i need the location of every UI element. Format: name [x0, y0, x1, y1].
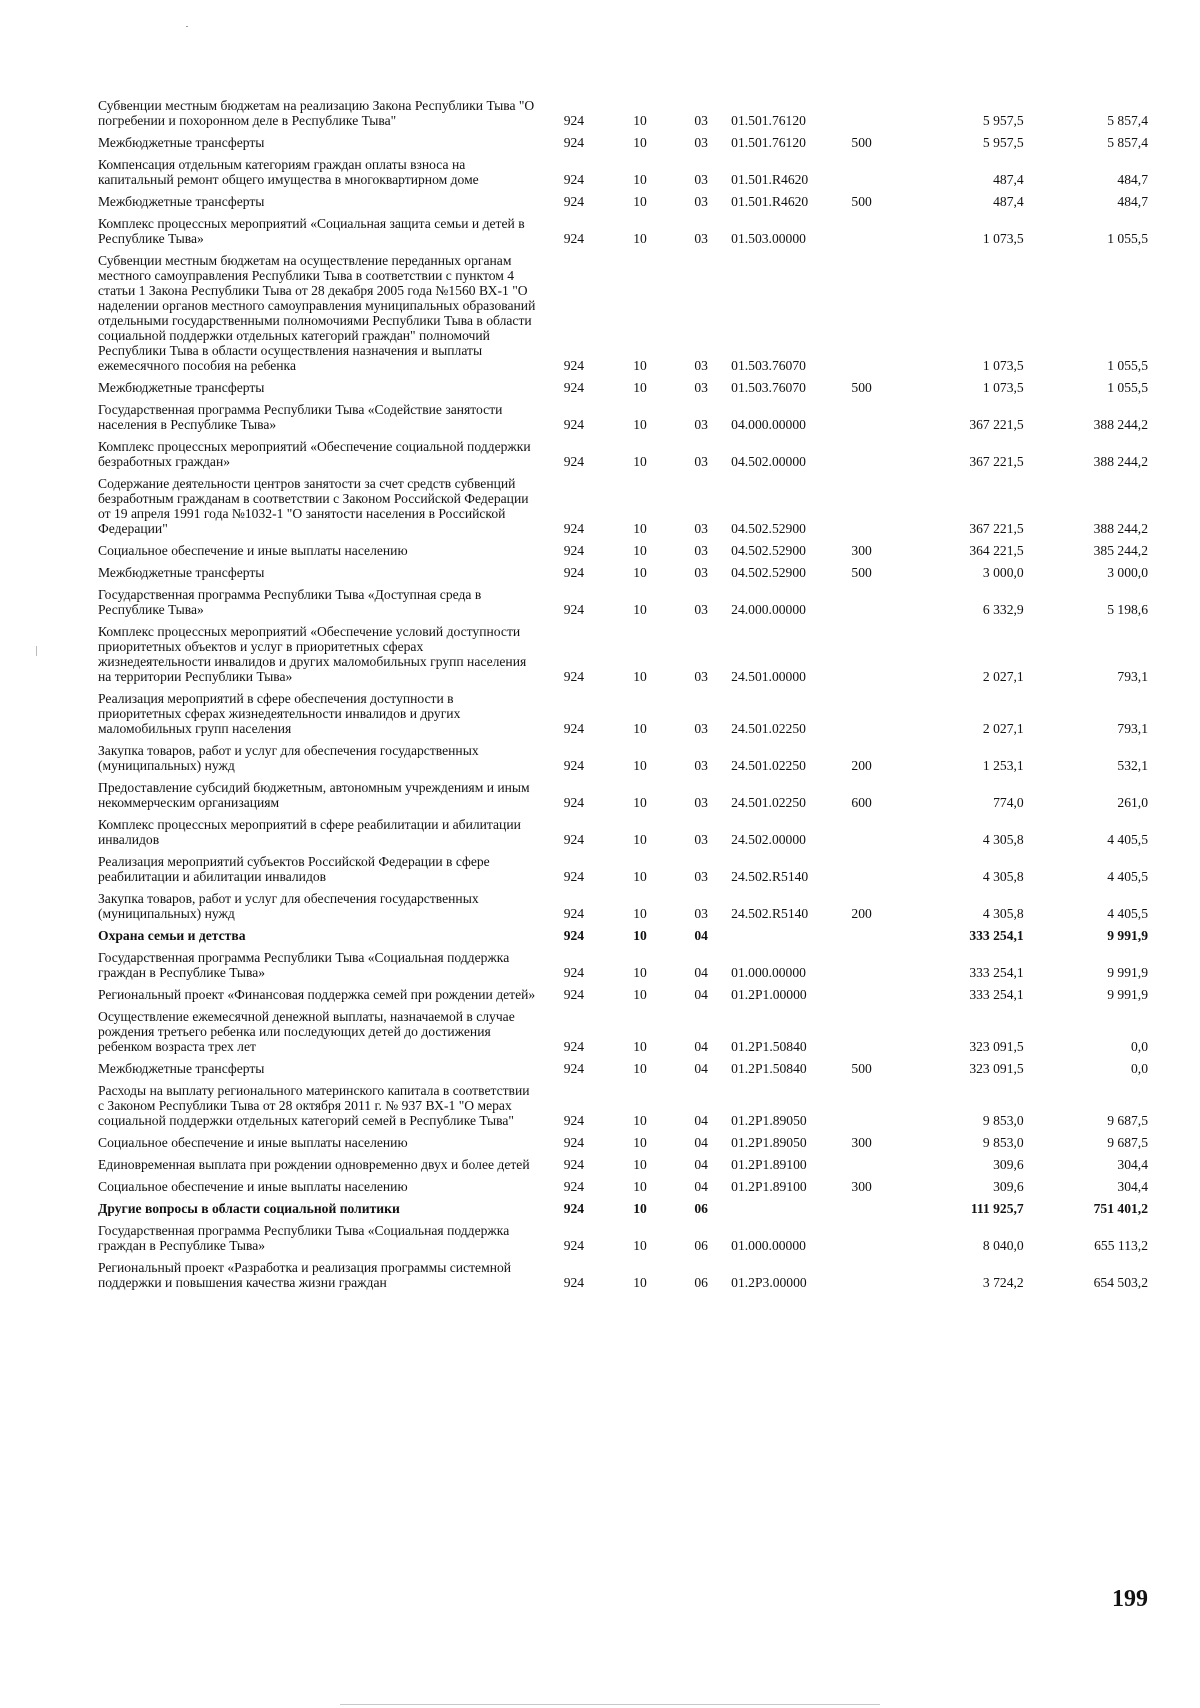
row-amount-year-2: 1 055,5	[1107, 231, 1148, 246]
row-ved-code: 924	[563, 669, 585, 684]
row-target-article-code: 04.502.00000	[731, 454, 806, 469]
table-row	[98, 151, 1148, 188]
row-name: Социальное обеспечение и иные выплаты населению	[98, 1135, 408, 1150]
row-ved-code: 924	[563, 1135, 585, 1150]
row-ved-code: 924	[563, 194, 585, 209]
table-row	[98, 737, 1148, 774]
row-amount-year-2: 0,0	[1131, 1061, 1148, 1076]
row-name: Другие вопросы в области социальной политики	[98, 1201, 400, 1216]
scan-artifact	[186, 26, 188, 27]
row-subsection-code: 03	[694, 906, 708, 921]
row-expense-type-code	[851, 1217, 903, 1254]
row-name: Региональный проект «Финансовая поддержка семей при рождении детей»	[98, 987, 536, 1002]
row-ved-code: 924	[563, 358, 585, 373]
row-target-article-code: 01.2Р1.89050	[731, 1113, 807, 1128]
row-section-code: 10	[633, 1135, 647, 1150]
row-amount-year-1: 367 221,5	[969, 454, 1024, 469]
row-target-article-code: 01.2Р1.00000	[731, 987, 807, 1002]
row-section-code: 10	[633, 795, 647, 810]
row-section-code: 10	[633, 521, 647, 536]
row-name: Реализация мероприятий субъектов Российской Федерации в сфере реабилитации и абилитации инвалидов	[98, 854, 490, 884]
row-name: Межбюджетные трансферты	[98, 194, 265, 209]
row-amount-year-1: 333 254,1	[969, 928, 1024, 943]
row-subsection-code: 03	[694, 417, 708, 432]
row-amount-year-2: 9 991,9	[1107, 965, 1148, 980]
table-row	[98, 396, 1148, 433]
row-amount-year-1: 5 957,5	[982, 135, 1024, 150]
row-subsection-code: 03	[694, 194, 708, 209]
row-subsection-code: 04	[694, 1157, 708, 1172]
table-row	[98, 1217, 1148, 1254]
row-subsection-code: 04	[694, 1061, 708, 1076]
table-row	[98, 537, 1148, 559]
row-expense-type-code: 500	[851, 565, 872, 580]
row-expense-type-code	[851, 581, 903, 618]
row-target-article-code: 01.501.76120	[731, 113, 806, 128]
row-amount-year-2: 9 687,5	[1107, 1113, 1148, 1128]
row-subsection-code: 06	[694, 1238, 708, 1253]
row-expense-type-code	[851, 210, 903, 247]
row-expense-type-code	[851, 685, 903, 737]
row-target-article-code: 24.501.00000	[731, 669, 806, 684]
row-section-code: 10	[633, 1113, 647, 1128]
row-target-article-code	[731, 1195, 851, 1217]
row-ved-code: 924	[563, 602, 585, 617]
row-name: Содержание деятельности центров занятости за счет средств субвенций безработным гражданам в соответствии с Законом Российской Федерации от 19 апреля 1991 года №1032-1 "О занятости населения в Российской Федерации"	[98, 476, 529, 536]
row-name: Государственная программа Республики Тыва «Содействие занятости населения в Республике Тыва»	[98, 402, 503, 432]
row-subsection-code: 03	[694, 795, 708, 810]
row-section-code: 10	[633, 906, 647, 921]
row-amount-year-2: 484,7	[1117, 194, 1148, 209]
row-amount-year-2: 304,4	[1117, 1157, 1148, 1172]
row-subsection-code: 03	[694, 358, 708, 373]
row-target-article-code: 01.501.R4620	[731, 172, 809, 187]
row-name: Закупка товаров, работ и услуг для обеспечения государственных (муниципальных) нужд	[98, 743, 479, 773]
row-section-code: 10	[633, 1157, 647, 1172]
scan-artifact	[36, 646, 37, 656]
row-amount-year-1: 1 253,1	[982, 758, 1024, 773]
table-row	[98, 1003, 1148, 1055]
row-name: Социальное обеспечение и иные выплаты населению	[98, 543, 408, 558]
row-amount-year-1: 364 221,5	[969, 543, 1024, 558]
row-name: Комплекс процессных мероприятий «Обеспечение социальной поддержки безработных граждан»	[98, 439, 531, 469]
row-expense-type-code	[851, 1254, 903, 1291]
row-ved-code: 924	[563, 832, 585, 847]
row-section-code: 10	[633, 1201, 647, 1216]
row-ved-code: 924	[563, 231, 585, 246]
row-target-article-code: 01.503.00000	[731, 231, 806, 246]
row-expense-type-code	[851, 981, 903, 1003]
row-target-article-code: 01.2Р3.00000	[731, 1275, 807, 1290]
row-name: Осуществление ежемесячной денежной выплаты, назначаемой в случае рождения третьего ребенка или последующих детей до достижения ребенком возраста трех лет	[98, 1009, 515, 1054]
table-row	[98, 981, 1148, 1003]
row-ved-code: 924	[563, 1238, 585, 1253]
row-target-article-code: 01.2Р1.50840	[731, 1039, 807, 1054]
row-amount-year-1: 309,6	[993, 1157, 1024, 1172]
row-target-article-code: 24.501.02250	[731, 795, 806, 810]
row-subsection-code: 03	[694, 869, 708, 884]
row-amount-year-2: 388 244,2	[1093, 521, 1148, 536]
row-section-code: 10	[633, 135, 647, 150]
row-amount-year-1: 2 027,1	[982, 669, 1024, 684]
row-target-article-code: 24.502.R5140	[731, 869, 809, 884]
row-target-article-code: 04.000.00000	[731, 417, 806, 432]
row-section-code: 10	[633, 543, 647, 558]
row-section-code: 10	[633, 1275, 647, 1290]
row-amount-year-2: 9 991,9	[1107, 987, 1148, 1002]
row-amount-year-1: 309,6	[993, 1179, 1024, 1194]
row-amount-year-1: 367 221,5	[969, 417, 1024, 432]
row-section-code: 10	[633, 869, 647, 884]
row-name: Комплекс процессных мероприятий «Социальная защита семьи и детей в Республике Тыва»	[98, 216, 525, 246]
row-subsection-code: 03	[694, 135, 708, 150]
page-number: 199	[1112, 1586, 1148, 1612]
table-row	[98, 1195, 1148, 1217]
row-section-code: 10	[633, 113, 647, 128]
row-section-code: 10	[633, 454, 647, 469]
row-subsection-code: 06	[694, 1275, 708, 1290]
row-section-code: 10	[633, 1238, 647, 1253]
row-subsection-code: 04	[694, 965, 708, 980]
table-row	[98, 944, 1148, 981]
row-section-code: 10	[633, 721, 647, 736]
row-amount-year-2: 793,1	[1117, 669, 1148, 684]
row-expense-type-code: 200	[851, 758, 872, 773]
row-name: Охрана семьи и детства	[98, 928, 246, 943]
row-name: Закупка товаров, работ и услуг для обеспечения государственных (муниципальных) нужд	[98, 891, 479, 921]
table-row	[98, 1254, 1148, 1291]
row-expense-type-code: 600	[851, 795, 872, 810]
row-expense-type-code: 500	[851, 194, 872, 209]
row-amount-year-1: 1 073,5	[982, 358, 1024, 373]
row-ved-code: 924	[563, 543, 585, 558]
row-amount-year-1: 333 254,1	[969, 965, 1024, 980]
row-amount-year-1: 487,4	[993, 172, 1024, 187]
row-name: Государственная программа Республики Тыва «Социальная поддержка граждан в Республике Тыва»	[98, 950, 510, 980]
row-ved-code: 924	[563, 113, 585, 128]
budget-table-body	[98, 92, 1148, 1291]
row-amount-year-1: 6 332,9	[982, 602, 1024, 617]
row-section-code: 10	[633, 987, 647, 1002]
row-subsection-code: 04	[694, 1135, 708, 1150]
row-expense-type-code	[851, 618, 903, 685]
table-row	[98, 433, 1148, 470]
row-ved-code: 924	[563, 565, 585, 580]
row-section-code: 10	[633, 602, 647, 617]
table-row	[98, 1129, 1148, 1151]
row-amount-year-2: 3 000,0	[1107, 565, 1148, 580]
table-row	[98, 92, 1148, 129]
row-name: Предоставление субсидий бюджетным, автономным учреждениям и иным некоммерческим организациям	[98, 780, 530, 810]
row-amount-year-1: 4 305,8	[982, 906, 1024, 921]
row-amount-year-2: 9 991,9	[1107, 928, 1148, 943]
row-amount-year-1: 333 254,1	[969, 987, 1024, 1002]
row-expense-type-code: 300	[851, 543, 872, 558]
row-ved-code: 924	[563, 417, 585, 432]
row-ved-code: 924	[563, 965, 585, 980]
row-expense-type-code	[851, 151, 903, 188]
table-row	[98, 129, 1148, 151]
row-section-code: 10	[633, 928, 647, 943]
row-amount-year-2: 5 857,4	[1107, 113, 1148, 128]
row-ved-code: 924	[563, 1179, 585, 1194]
row-name: Социальное обеспечение и иные выплаты населению	[98, 1179, 408, 1194]
row-ved-code: 924	[563, 721, 585, 736]
row-amount-year-1: 774,0	[993, 795, 1024, 810]
row-ved-code: 924	[563, 1275, 585, 1290]
row-expense-type-code: 500	[851, 135, 872, 150]
row-amount-year-1: 4 305,8	[982, 832, 1024, 847]
row-ved-code: 924	[563, 380, 585, 395]
row-amount-year-2: 532,1	[1117, 758, 1148, 773]
row-amount-year-1: 323 091,5	[969, 1061, 1024, 1076]
row-expense-type-code: 200	[851, 906, 872, 921]
row-subsection-code: 03	[694, 721, 708, 736]
row-target-article-code: 01.503.76070	[731, 358, 806, 373]
table-row	[98, 618, 1148, 685]
row-section-code: 10	[633, 358, 647, 373]
table-row	[98, 210, 1148, 247]
row-amount-year-1: 8 040,0	[982, 1238, 1024, 1253]
row-amount-year-1: 323 091,5	[969, 1039, 1024, 1054]
row-amount-year-2: 793,1	[1117, 721, 1148, 736]
row-ved-code: 924	[563, 795, 585, 810]
row-expense-type-code	[851, 470, 903, 537]
table-row	[98, 811, 1148, 848]
row-target-article-code: 01.501.R4620	[731, 194, 809, 209]
row-target-article-code: 04.502.52900	[731, 565, 806, 580]
row-expense-type-code	[851, 848, 903, 885]
row-subsection-code: 03	[694, 758, 708, 773]
row-expense-type-code	[851, 1003, 903, 1055]
row-target-article-code: 24.501.02250	[731, 721, 806, 736]
row-ved-code: 924	[563, 987, 585, 1002]
row-amount-year-1: 3 724,2	[982, 1275, 1024, 1290]
row-subsection-code: 03	[694, 543, 708, 558]
row-amount-year-2: 0,0	[1131, 1039, 1148, 1054]
row-amount-year-1: 2 027,1	[982, 721, 1024, 736]
row-section-code: 10	[633, 758, 647, 773]
row-target-article-code: 01.2Р1.89100	[731, 1157, 807, 1172]
row-section-code: 10	[633, 417, 647, 432]
row-expense-type-code	[851, 247, 903, 374]
row-subsection-code: 03	[694, 454, 708, 469]
row-subsection-code: 04	[694, 928, 708, 943]
row-target-article-code: 04.502.52900	[731, 543, 806, 558]
row-expense-type-code	[851, 92, 903, 129]
row-subsection-code: 04	[694, 1179, 708, 1194]
row-amount-year-2: 5 198,6	[1107, 602, 1148, 617]
row-name: Государственная программа Республики Тыва «Социальная поддержка граждан в Республике Тыва»	[98, 1223, 510, 1253]
row-ved-code: 924	[563, 1061, 585, 1076]
row-amount-year-2: 1 055,5	[1107, 358, 1148, 373]
row-target-article-code: 01.2Р1.89100	[731, 1179, 807, 1194]
row-expense-type-code: 300	[851, 1135, 872, 1150]
row-subsection-code: 03	[694, 565, 708, 580]
row-name: Единовременная выплата при рождении одновременно двух и более детей	[98, 1157, 530, 1172]
row-target-article-code: 24.502.00000	[731, 832, 806, 847]
row-amount-year-2: 484,7	[1117, 172, 1148, 187]
table-row	[98, 581, 1148, 618]
row-amount-year-1: 1 073,5	[982, 231, 1024, 246]
row-ved-code: 924	[563, 1039, 585, 1054]
row-subsection-code: 03	[694, 602, 708, 617]
table-row	[98, 247, 1148, 374]
row-amount-year-1: 5 957,5	[982, 113, 1024, 128]
row-name: Расходы на выплату регионального материнского капитала в соответствии с Законом Республики Тыва от 28 октября 2011 г. № 937 ВХ-1 "О мерах социальной поддержки отдельных категорий семей в Республике Тыва"	[98, 1083, 530, 1128]
budget-table	[98, 92, 1148, 1291]
table-row	[98, 470, 1148, 537]
row-name: Межбюджетные трансферты	[98, 565, 265, 580]
row-expense-type-code	[851, 811, 903, 848]
row-amount-year-2: 654 503,2	[1093, 1275, 1148, 1290]
row-subsection-code: 03	[694, 832, 708, 847]
row-section-code: 10	[633, 172, 647, 187]
row-target-article-code: 24.502.R5140	[731, 906, 809, 921]
row-ved-code: 924	[563, 135, 585, 150]
row-amount-year-2: 304,4	[1117, 1179, 1148, 1194]
row-ved-code: 924	[563, 869, 585, 884]
table-row	[98, 885, 1148, 922]
row-section-code: 10	[633, 194, 647, 209]
table-row	[98, 188, 1148, 210]
row-amount-year-2: 751 401,2	[1093, 1201, 1148, 1216]
row-amount-year-2: 5 857,4	[1107, 135, 1148, 150]
table-row	[98, 1077, 1148, 1129]
row-name: Государственная программа Республики Тыва «Доступная среда в Республике Тыва»	[98, 587, 482, 617]
row-target-article-code: 01.2Р1.89050	[731, 1135, 807, 1150]
row-amount-year-2: 261,0	[1117, 795, 1148, 810]
row-subsection-code: 03	[694, 521, 708, 536]
row-expense-type-code	[851, 944, 903, 981]
row-expense-type-code: 300	[851, 1179, 872, 1194]
row-target-article-code: 04.502.52900	[731, 521, 806, 536]
row-name: Региональный проект «Разработка и реализация программы системной поддержки и повышения качества жизни граждан	[98, 1260, 512, 1290]
row-section-code: 10	[633, 1179, 647, 1194]
row-section-code: 10	[633, 1039, 647, 1054]
row-section-code: 10	[633, 965, 647, 980]
row-amount-year-2: 4 405,5	[1107, 906, 1148, 921]
row-amount-year-1: 487,4	[993, 194, 1024, 209]
row-amount-year-2: 1 055,5	[1107, 380, 1148, 395]
table-row	[98, 922, 1148, 944]
table-row	[98, 848, 1148, 885]
row-subsection-code: 03	[694, 380, 708, 395]
table-row	[98, 559, 1148, 581]
row-section-code: 10	[633, 231, 647, 246]
row-amount-year-1: 9 853,0	[982, 1135, 1024, 1150]
row-ved-code: 924	[563, 906, 585, 921]
row-ved-code: 924	[563, 454, 585, 469]
row-amount-year-1: 1 073,5	[982, 380, 1024, 395]
row-expense-type-code	[851, 1077, 903, 1129]
row-expense-type-code	[851, 433, 903, 470]
row-amount-year-1: 9 853,0	[982, 1113, 1024, 1128]
row-target-article-code: 01.000.00000	[731, 965, 806, 980]
row-subsection-code: 03	[694, 669, 708, 684]
row-ved-code: 924	[563, 1157, 585, 1172]
row-name: Межбюджетные трансферты	[98, 380, 265, 395]
row-amount-year-2: 9 687,5	[1107, 1135, 1148, 1150]
row-target-article-code: 01.503.76070	[731, 380, 806, 395]
table-row	[98, 1173, 1148, 1195]
table-row	[98, 685, 1148, 737]
row-name: Субвенции местным бюджетам на реализацию Закона Республики Тыва "О погребении и похоронном деле в Республике Тыва"	[98, 98, 535, 128]
row-expense-type-code	[851, 1151, 903, 1173]
row-target-article-code: 01.000.00000	[731, 1238, 806, 1253]
row-subsection-code: 04	[694, 1039, 708, 1054]
row-ved-code: 924	[563, 1113, 585, 1128]
row-expense-type-code	[851, 1195, 903, 1217]
row-subsection-code: 06	[694, 1201, 708, 1216]
row-section-code: 10	[633, 669, 647, 684]
row-target-article-code: 24.000.00000	[731, 602, 806, 617]
row-expense-type-code: 500	[851, 380, 872, 395]
row-subsection-code: 04	[694, 1113, 708, 1128]
row-name: Субвенции местным бюджетам на осуществление переданных органам местного самоуправления Республики Тыва в соответствии с пунктом 4 статьи 1 Закона Республики Тыва от 28 декабря 2005 года №1560 ВХ-1 "О наделении органов местного самоуправления муниципальных образований отдельными государственными полномочиями Республики Тыва в области социальной поддержки отдельных категорий граждан" полномочий Республики Тыва в области осуществления назначения и выплаты ежемесячного пособия на ребенка	[98, 253, 536, 373]
row-amount-year-1: 367 221,5	[969, 521, 1024, 536]
table-row	[98, 774, 1148, 811]
row-section-code: 10	[633, 380, 647, 395]
row-amount-year-1: 111 925,7	[970, 1201, 1024, 1216]
row-ved-code: 924	[563, 1201, 585, 1216]
row-ved-code: 924	[563, 172, 585, 187]
row-amount-year-1: 4 305,8	[982, 869, 1024, 884]
row-target-article-code: 01.2Р1.50840	[731, 1061, 807, 1076]
table-row	[98, 1055, 1148, 1077]
row-subsection-code: 03	[694, 113, 708, 128]
row-name: Комплекс процессных мероприятий «Обеспечение условий доступности приоритетных объектов и услуг в приоритетных сферах жизнедеятельности инвалидов и других маломобильных групп населения на территории Республики Тыва»	[98, 624, 527, 684]
row-name: Комплекс процессных мероприятий в сфере реабилитации и абилитации инвалидов	[98, 817, 521, 847]
row-section-code: 10	[633, 565, 647, 580]
row-subsection-code: 04	[694, 987, 708, 1002]
row-ved-code: 924	[563, 928, 585, 943]
table-row	[98, 1151, 1148, 1173]
row-amount-year-2: 388 244,2	[1093, 454, 1148, 469]
row-expense-type-code	[851, 396, 903, 433]
row-name: Межбюджетные трансферты	[98, 1061, 265, 1076]
row-name: Межбюджетные трансферты	[98, 135, 265, 150]
row-section-code: 10	[633, 832, 647, 847]
row-name: Компенсация отдельным категориям граждан оплаты взноса на капитальный ремонт общего имущества в многоквартирном доме	[98, 157, 479, 187]
row-amount-year-1: 3 000,0	[982, 565, 1024, 580]
row-subsection-code: 03	[694, 172, 708, 187]
row-ved-code: 924	[563, 758, 585, 773]
row-target-article-code: 01.501.76120	[731, 135, 806, 150]
row-ved-code: 924	[563, 521, 585, 536]
row-amount-year-2: 4 405,5	[1107, 869, 1148, 884]
row-amount-year-2: 385 244,2	[1093, 543, 1148, 558]
row-expense-type-code	[851, 922, 903, 944]
row-target-article-code	[731, 922, 851, 944]
row-amount-year-2: 655 113,2	[1094, 1238, 1148, 1253]
row-name: Реализация мероприятий в сфере обеспечения доступности в приоритетных сферах жизнедеятельности инвалидов и других маломобильных групп населения	[98, 691, 461, 736]
scan-artifact	[340, 1704, 880, 1705]
row-target-article-code: 24.501.02250	[731, 758, 806, 773]
row-amount-year-2: 4 405,5	[1107, 832, 1148, 847]
row-amount-year-2: 388 244,2	[1093, 417, 1148, 432]
table-row	[98, 374, 1148, 396]
row-section-code: 10	[633, 1061, 647, 1076]
row-subsection-code: 03	[694, 231, 708, 246]
row-expense-type-code: 500	[851, 1061, 872, 1076]
